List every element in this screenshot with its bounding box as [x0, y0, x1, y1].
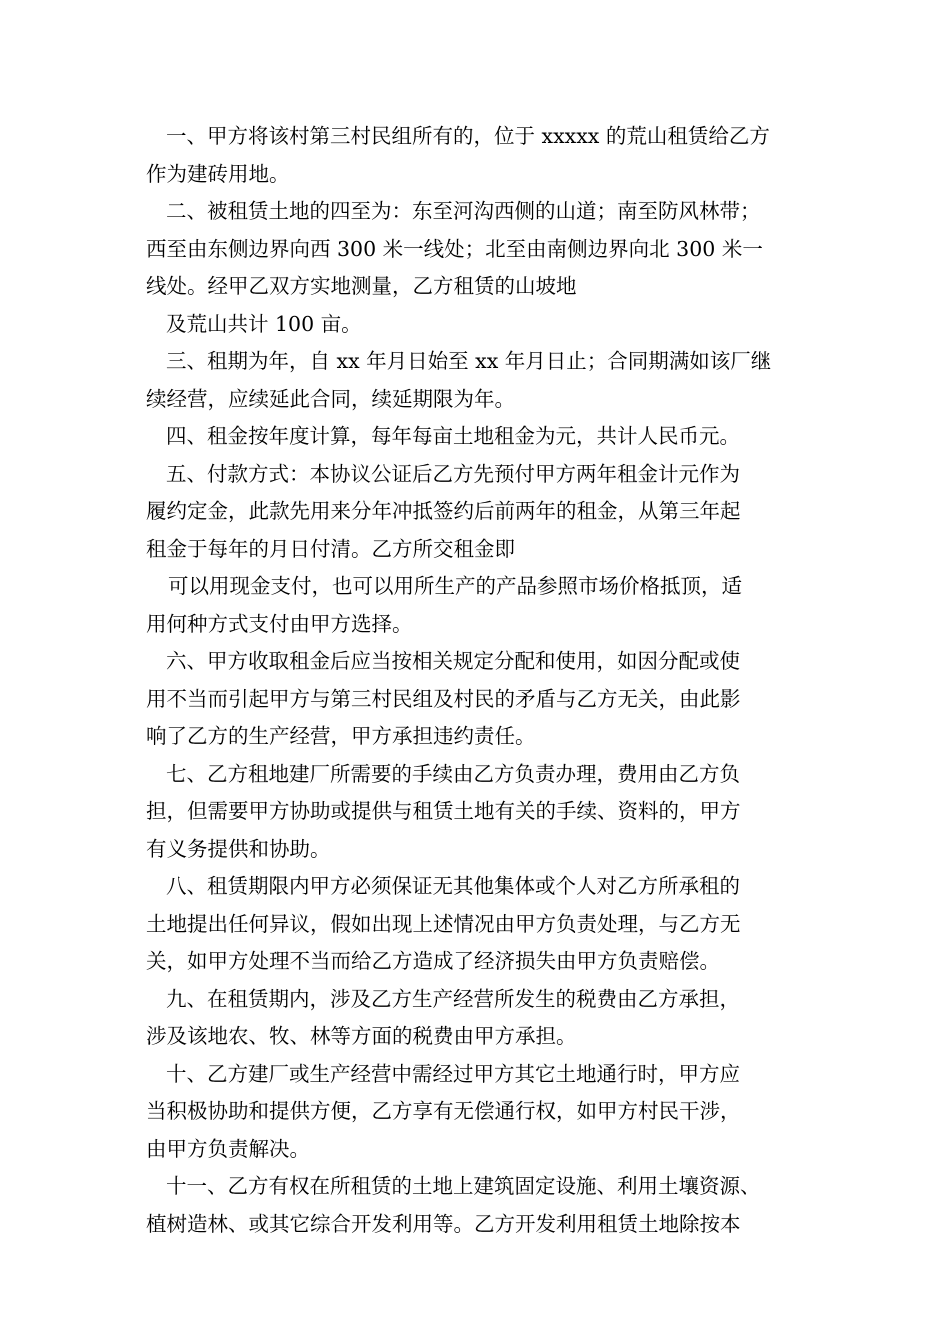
- clause-7-line-2: 担，但需要甲方协助或提供与租赁土地有关的手续、资料的，甲方: [146, 799, 741, 823]
- clause-3-line-2: 续经营，应续延此合同，续延期限为年。: [146, 386, 515, 411]
- clause-6-line-1: 六、甲方收取租金后应当按相关规定分配和使用，如因分配或使: [166, 649, 740, 673]
- clause-10-line-2: 当积极协助和提供方便，乙方享有无偿通行权，如甲方村民干涉，: [146, 1099, 741, 1123]
- clause-6-line-2: 用不当而引起甲方与第三村民组及村民的矛盾与乙方无关，由此影: [146, 686, 741, 711]
- clause-8-line-2: 土地提出任何异议，假如出现上述情况由甲方负责处理，与乙方无: [146, 911, 741, 936]
- contract-body: [146, 118, 816, 1243]
- clause-3-line-1: 三、租期为年，自 xx 年月日始至 xx 年月日止；合同期满如该厂继: [166, 349, 772, 373]
- clause-9-line-2: 涉及该地农、牧、林等方面的税费由甲方承担。: [146, 1024, 577, 1048]
- clause-4-line-1: 四、租金按年度计算，每年每亩土地租金为元，共计人民币元。: [166, 424, 740, 448]
- clause-5-line-5: 用何种方式支付由甲方选择。: [146, 611, 413, 636]
- clause-5-line-2: 履约定金，此款先用来分年冲抵签约后前两年的租金，从第三年起: [146, 499, 741, 523]
- clause-7-line-1: 七、乙方租地建厂所需要的手续由乙方负责办理，费用由乙方负: [166, 761, 740, 786]
- clause-7-line-3: 有义务提供和协助。: [146, 836, 331, 861]
- clause-11-line-1: 十一、乙方有权在所租赁的土地上建筑固定设施、利用土壤资源、: [166, 1174, 761, 1198]
- clause-8-line-1: 八、租赁期限内甲方必须保证无其他集体或个人对乙方所承租的: [166, 874, 740, 898]
- clause-2-line-1: 二、被租赁土地的四至为：东至河沟西侧的山道；南至防风林带；: [166, 199, 761, 223]
- clause-11-line-2: 植树造林、或其它综合开发利用等。乙方开发利用租赁土地除按本: [146, 1211, 741, 1236]
- clause-1-line-1: 一、甲方将该村第三村民组所有的，位于 xxxxx 的荒山租赁给乙方: [166, 124, 770, 148]
- clause-10-line-3: 由甲方负责解决。: [146, 1136, 310, 1161]
- clause-5-line-1: 五、付款方式：本协议公证后乙方先预付甲方两年租金计元作为: [166, 461, 740, 486]
- clause-5-line-3: 租金于每年的月日付清。乙方所交租金即: [146, 536, 515, 561]
- clause-5-line-4: 可以用现金支付，也可以用所生产的产品参照市场价格抵顶，适: [168, 574, 742, 598]
- clause-2-line-3: 线处。经甲乙双方实地测量，乙方租赁的山坡地: [146, 274, 577, 298]
- clause-2-line-4: 及荒山共计 100 亩。: [166, 311, 362, 336]
- clause-10-line-1: 十、乙方建厂或生产经营中需经过甲方其它土地通行时，甲方应: [166, 1061, 740, 1086]
- clause-8-line-3: 关，如甲方处理不当而给乙方造成了经济损失由甲方负责赔偿。: [146, 949, 720, 973]
- clause-6-line-3: 响了乙方的生产经营，甲方承担违约责任。: [146, 724, 536, 748]
- clause-9-line-1: 九、在租赁期内，涉及乙方生产经营所发生的税费由乙方承担，: [166, 986, 740, 1011]
- clause-2-line-2: 西至由东侧边界向西 300 米一线处；北至由南侧边界向北 300 米一: [146, 236, 763, 261]
- clause-1-line-2: 作为建砖用地。: [146, 161, 290, 186]
